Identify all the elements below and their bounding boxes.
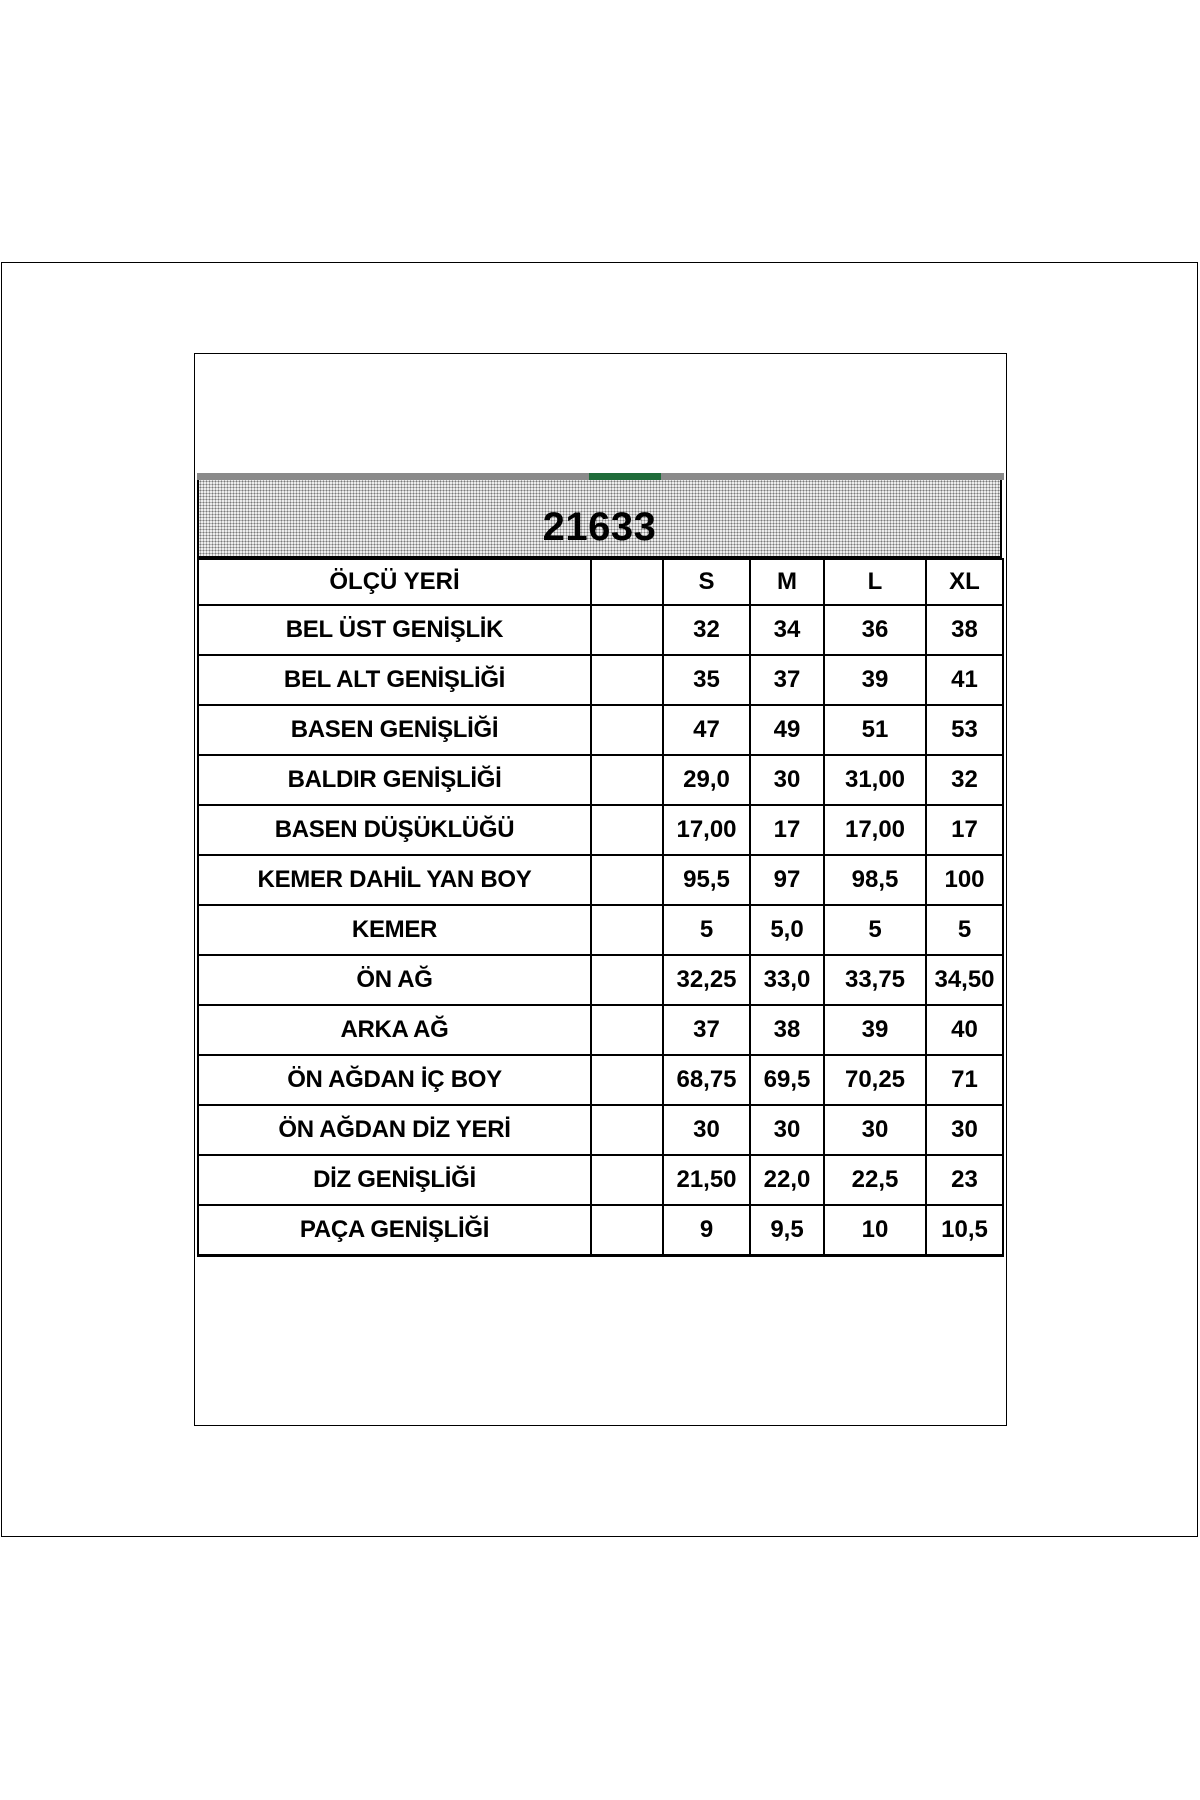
table-row: [198, 755, 1003, 805]
measurement-label: BASEN GENİŞLİĞİ: [198, 705, 591, 755]
table-header-row: [198, 559, 1003, 605]
size-value-cell: 22,5: [824, 1155, 926, 1205]
measurement-label: DİZ GENİŞLİĞİ: [198, 1155, 591, 1205]
model-header: [197, 480, 1002, 558]
measurement-label: KEMER: [198, 905, 591, 955]
size-value-cell: 39: [824, 655, 926, 705]
size-value-cell: 5,0: [750, 905, 824, 955]
blank-cell: [591, 1105, 663, 1155]
size-value-cell: 100: [926, 855, 1003, 905]
size-value-cell: 71: [926, 1055, 1003, 1105]
size-value-cell: 32: [663, 605, 750, 655]
header-size: XL: [926, 559, 1003, 605]
size-value-cell: 32,25: [663, 955, 750, 1005]
size-value-cell: 9: [663, 1205, 750, 1256]
size-value-cell: 97: [750, 855, 824, 905]
measurement-label: KEMER DAHİL YAN BOY: [198, 855, 591, 905]
table-row: [198, 1055, 1003, 1105]
size-value-cell: 5: [824, 905, 926, 955]
size-value-cell: 51: [824, 705, 926, 755]
size-value-cell: 38: [926, 605, 1003, 655]
size-value-cell: 69,5: [750, 1055, 824, 1105]
size-value-cell: 30: [663, 1105, 750, 1155]
blank-cell: [591, 655, 663, 705]
header-blank: [591, 559, 663, 605]
measurement-label: BEL ALT GENİŞLİĞİ: [198, 655, 591, 705]
header-size: M: [750, 559, 824, 605]
size-value-cell: 39: [824, 1005, 926, 1055]
size-value-cell: 17: [926, 805, 1003, 855]
size-value-cell: 17,00: [824, 805, 926, 855]
blank-cell: [591, 905, 663, 955]
measurement-label: BEL ÜST GENİŞLİK: [198, 605, 591, 655]
model-code: 21633: [542, 504, 657, 549]
blank-cell: [591, 705, 663, 755]
size-value-cell: 33,75: [824, 955, 926, 1005]
size-value-cell: 30: [824, 1105, 926, 1155]
top-strip-accent: [589, 473, 661, 480]
blank-cell: [591, 1205, 663, 1256]
size-value-cell: 31,00: [824, 755, 926, 805]
table-row: [198, 905, 1003, 955]
size-value-cell: 30: [750, 1105, 824, 1155]
blank-cell: [591, 1005, 663, 1055]
size-value-cell: 30: [750, 755, 824, 805]
size-value-cell: 68,75: [663, 1055, 750, 1105]
size-value-cell: 17,00: [663, 805, 750, 855]
measurement-label: BALDIR GENİŞLİĞİ: [198, 755, 591, 805]
measurement-label: ÖN AĞ: [198, 955, 591, 1005]
table-row: [198, 705, 1003, 755]
size-value-cell: 22,0: [750, 1155, 824, 1205]
size-value-cell: 32: [926, 755, 1003, 805]
blank-cell: [591, 1155, 663, 1205]
table-row: [198, 1005, 1003, 1055]
table-row: [198, 605, 1003, 655]
blank-cell: [591, 955, 663, 1005]
size-value-cell: 95,5: [663, 855, 750, 905]
header-measurement: ÖLÇÜ YERİ: [198, 559, 591, 605]
size-value-cell: 34: [750, 605, 824, 655]
blank-cell: [591, 1055, 663, 1105]
size-value-cell: 35: [663, 655, 750, 705]
size-value-cell: 17: [750, 805, 824, 855]
size-value-cell: 49: [750, 705, 824, 755]
size-value-cell: 38: [750, 1005, 824, 1055]
measurement-label: ÖN AĞDAN İÇ BOY: [198, 1055, 591, 1105]
size-value-cell: 98,5: [824, 855, 926, 905]
size-value-cell: 37: [750, 655, 824, 705]
size-value-cell: 53: [926, 705, 1003, 755]
size-value-cell: 41: [926, 655, 1003, 705]
header-size: L: [824, 559, 926, 605]
size-value-cell: 9,5: [750, 1205, 824, 1256]
table-row: [198, 1205, 1003, 1256]
size-value-cell: 34,50: [926, 955, 1003, 1005]
blank-cell: [591, 855, 663, 905]
size-value-cell: 40: [926, 1005, 1003, 1055]
measurement-label: PAÇA GENİŞLİĞİ: [198, 1205, 591, 1256]
size-value-cell: 5: [926, 905, 1003, 955]
size-value-cell: 21,50: [663, 1155, 750, 1205]
size-value-cell: 33,0: [750, 955, 824, 1005]
measurement-label: ARKA AĞ: [198, 1005, 591, 1055]
table-row: [198, 855, 1003, 905]
table-row: [198, 1155, 1003, 1205]
size-value-cell: 5: [663, 905, 750, 955]
size-chart-table: [197, 558, 1004, 1257]
size-value-cell: 37: [663, 1005, 750, 1055]
size-value-cell: 47: [663, 705, 750, 755]
size-value-cell: 30: [926, 1105, 1003, 1155]
size-value-cell: 29,0: [663, 755, 750, 805]
size-value-cell: 10: [824, 1205, 926, 1256]
blank-cell: [591, 755, 663, 805]
header-size: S: [663, 559, 750, 605]
size-value-cell: 23: [926, 1155, 1003, 1205]
size-value-cell: 36: [824, 605, 926, 655]
blank-cell: [591, 805, 663, 855]
table-row: [198, 655, 1003, 705]
table-row: [198, 805, 1003, 855]
size-value-cell: 70,25: [824, 1055, 926, 1105]
measurement-label: BASEN DÜŞÜKLÜĞÜ: [198, 805, 591, 855]
size-value-cell: 10,5: [926, 1205, 1003, 1256]
blank-cell: [591, 605, 663, 655]
measurement-label: ÖN AĞDAN DİZ YERİ: [198, 1105, 591, 1155]
table-row: [198, 1105, 1003, 1155]
table-row: [198, 955, 1003, 1005]
